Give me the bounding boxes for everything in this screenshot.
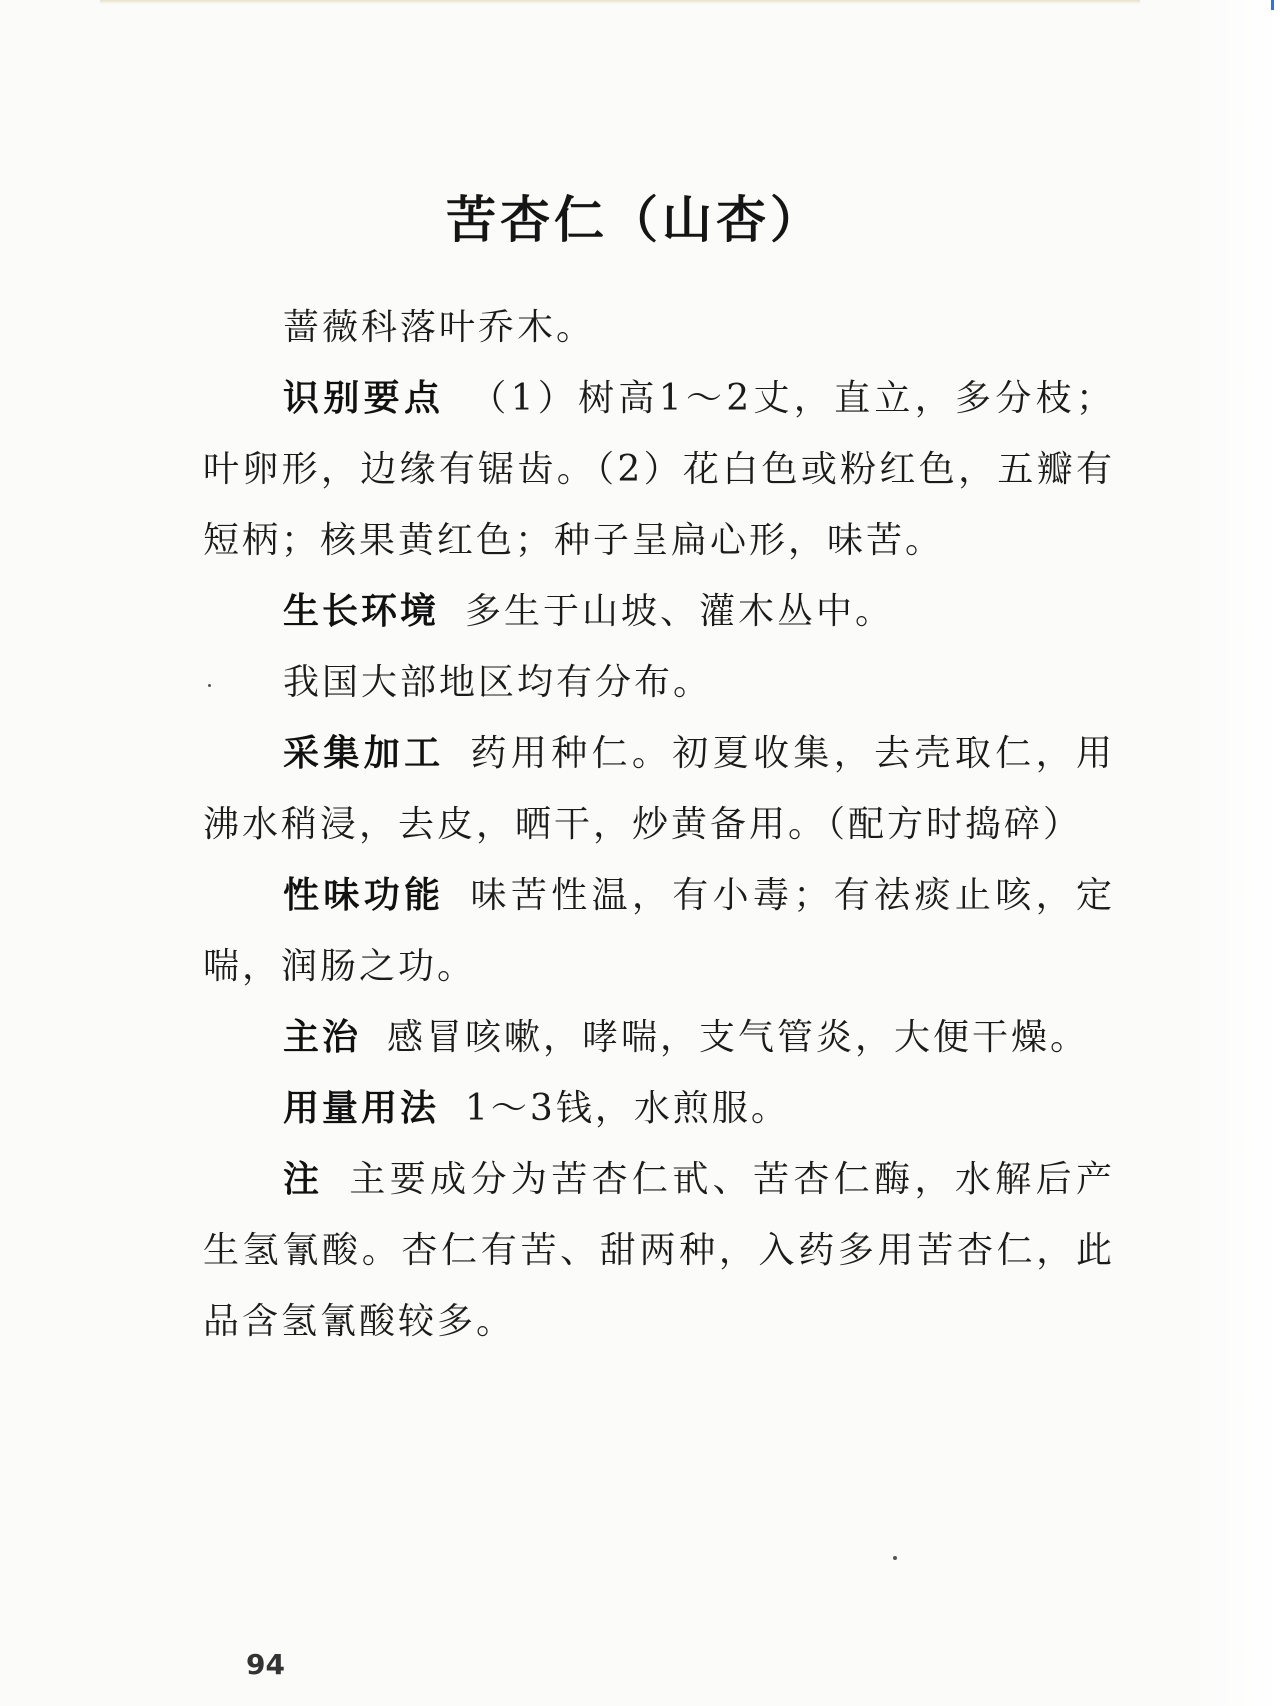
page-title: 苦杏仁（山杏） xyxy=(446,191,824,249)
paragraph-text: 多生于山坡、灌木丛中。 xyxy=(465,591,895,632)
paragraph-distribution xyxy=(203,647,1115,718)
paragraph-text: 味苦性温，有小毒；有祛痰止咳，定喘，润肠之功。 xyxy=(203,875,1115,987)
paragraph-indications xyxy=(203,1002,1115,1073)
paragraph-heading: 注 xyxy=(283,1159,324,1200)
corner-mark xyxy=(1271,0,1274,10)
paragraph-properties xyxy=(203,860,1115,1002)
paragraph-heading: 用量用法 xyxy=(283,1088,440,1129)
paragraph-heading: 采集加工 xyxy=(283,733,445,774)
paragraph-text: （1）树高1～2丈，直立，多分枝；叶卵形，边缘有锯齿。（2）花白色或粉红色，五瓣有短柄；核果黄红色；种子呈扁心形，味苦。 xyxy=(203,378,1115,561)
paragraph-identification xyxy=(203,363,1115,576)
page-number: 94 xyxy=(246,1648,285,1681)
paragraph-text: 我国大部地区均有分布。 xyxy=(283,662,713,703)
page-top-edge xyxy=(100,0,1140,4)
paragraph-text: 感冒咳嗽，哮喘，支气管炎，大便干燥。 xyxy=(387,1017,1090,1058)
paragraph-habitat xyxy=(203,576,1115,647)
print-speck xyxy=(208,684,211,687)
paragraph-text: 蔷薇科落叶乔木。 xyxy=(283,307,596,348)
paragraph-heading: 识别要点 xyxy=(283,378,445,419)
paragraph-text: 主要成分为苦杏仁甙、苦杏仁酶，水解后产生氢氰酸。杏仁有苦、甜两种，入药多用苦杏仁，此品含氢氰酸较多。 xyxy=(203,1159,1115,1342)
paragraph-text: 药用种仁。初夏收集，去壳取仁，用沸水稍浸，去皮，晒干，炒黄备用。（配方时捣碎） xyxy=(203,733,1115,845)
paragraph-family xyxy=(203,292,1115,363)
page-body xyxy=(203,292,1115,1357)
paragraph-dosage xyxy=(203,1073,1115,1144)
paragraph-text: 1～3钱，水煎服。 xyxy=(465,1088,790,1129)
print-speck xyxy=(893,1556,897,1560)
scan-margin xyxy=(1190,0,1280,1706)
paragraph-heading: 生长环境 xyxy=(283,591,440,632)
paragraph-heading: 主治 xyxy=(283,1017,362,1058)
paragraph-heading: 性味功能 xyxy=(283,875,445,916)
paragraph-processing xyxy=(203,718,1115,860)
paragraph-note xyxy=(203,1144,1115,1357)
